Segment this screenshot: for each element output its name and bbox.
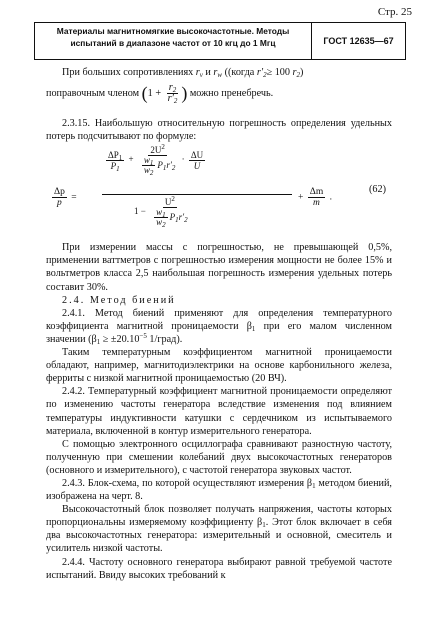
standard-code: ГОСТ 12635—67: [323, 36, 394, 46]
section-2-4-2: 2.4.2. Температурный коэффициент магнитной проницаемости определяют по изменению частоты генератора вследствие изменения под влиянием температуры индуктивности катушки с сердечником из испытываемого материала, включенной в контур измерительного генератора.: [46, 386, 392, 437]
page-content: [46, 64, 392, 582]
document-header: [34, 22, 406, 60]
paragraph-oscilloscope: С помощью электронного осциллографа сравнивают разностную частоту, полученную при смешении колебаний двух высокочастотных генераторов (основного и измерительного), с частотой генератора звуковых частот.: [46, 438, 392, 476]
section-2-3-15: 2.3.15. Наибольшую относительную погрешность определения удельных потерь подсчитывают по формуле:: [46, 118, 392, 143]
paragraph-mass: При измерении массы с погрешностью, не превышающей 0,5%, применении ваттметров с погрешностью измерения мощности не более 15% и вольтметров класса 2,5 наибольшая погрешность измерения удельных потерь составит 30%.: [46, 242, 392, 293]
paragraph-materials: Таким температурным коэффициентом магнитной проницаемости обладают, например, магнитодиэлектрики на основе карбонильного железа, ферриты с низкой магнитной проницаемостью (20 ВЧ).: [46, 347, 392, 385]
section-2-4-1: 2.4.1. Метод биений применяют для определения температурного коэффициента магнитной проницаемости $\beta_1$ при его малом численном значении ($\beta_1 \ge \pm 20.10^{-5}$ 1/град).: [46, 307, 393, 346]
paragraph-hf-block: Высокочастотный блок позволяет получать напряжения, частоты которых пропорциональны измеряемому коэффициенту $\beta_1$. Этот блок включает в себя два высокочастотных генератора: измерительный и основной, смеситель и усилитель низкой частоты.: [46, 504, 392, 555]
page-number: Стр. 25: [377, 6, 412, 18]
formula-62: $\frac{\Delta P_1}{P_1}$ + $2U^2$ $\frac{w_1}{w_2}$ $P_1r'_2$ · $\frac{\Delta U}{U}$ $\frac{\Delta p}{p}$ = 1 − $U^2$ $\frac{w_1}{w_2}$ $P_1r'_2$ + $\frac{\Delta m}{m}$ . (62): [54, 143, 386, 230]
section-2-4-4: 2.4.4. Частоту основного генератора выбирают равной требуемой частоте испытаний. Ввиду высоких требований к: [46, 556, 392, 581]
correction-term-line: поправочным членом (1 + $\frac{r_2}{r'_2}$ ) можно пренебречь.: [46, 82, 274, 106]
section-2-4-title: 2.4. Метод биений: [62, 294, 176, 306]
document-title: Материалы магнитномягкие высокочастотные. Методы испытаний в диапазоне частот от 10 кгц до 1 Мгц: [35, 23, 312, 59]
section-2-4-3: 2.4.3. Блок-схема, по которой осуществляют измерения $\beta_1$ методом биений, изображена на черт. 8.: [46, 477, 392, 503]
equation-number: (62): [369, 184, 386, 196]
paragraph-resistance: При больших сопротивлениях $r_v$ и $r_w$ ((когда $r'_2\ge 100$ $r_2$): [62, 67, 304, 79]
